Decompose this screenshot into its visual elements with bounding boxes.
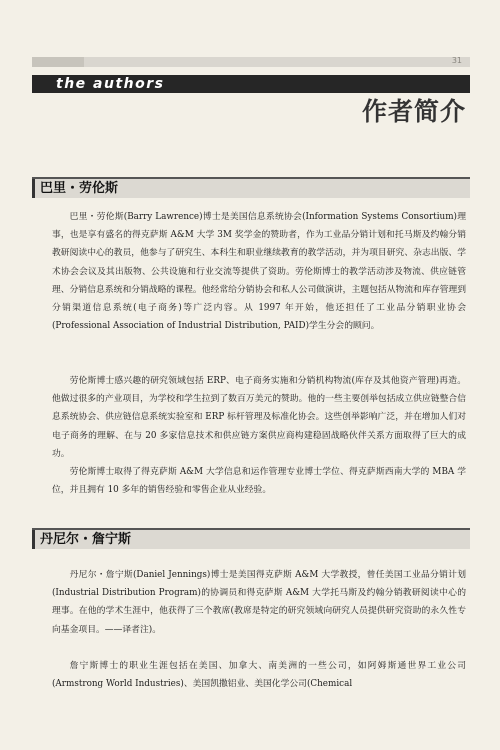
author-name: 丹尼尔・詹宁斯 (40, 532, 132, 547)
header-tab (32, 57, 84, 67)
authors-banner-label: the authors (56, 76, 165, 92)
authors-banner (32, 75, 470, 93)
section-heading-accent (32, 179, 35, 198)
author-name: 巴里・劳伦斯 (40, 181, 119, 196)
author-bio-paragraph: 劳伦斯博士感兴趣的研究领域包括 ERP、电子商务实施和分销机构物流(库存及其他资产管理)再造。他做过很多的产业项目，为学校和学生拉到了数百万美元的赞助。他的一些主要创举包括成立供应链整合信息系统协会、供应链信息系统实验室和 ERP 标杆管理及标准化协会。这些创举影响广泛，并在增加人们对电子商务的理解、在与 20 多家信息技术和供应链方案供应商构建稳固战略伙伴关系方面取得了巨大的成功。 (52, 376, 466, 459)
author-bio-paragraph: 劳伦斯博士取得了得克萨斯 A&M 大学信息和运作管理专业博士学位、得克萨斯西南大学的 MBA 学位，并且拥有 10 多年的销售经验和零售企业从业经验。 (52, 467, 466, 496)
section-heading-daniel-jennings (32, 528, 470, 549)
page-number: 31 (451, 56, 462, 65)
header-strip (32, 57, 470, 67)
section-heading-barry-lawrence (32, 177, 470, 198)
author-bio-paragraph: 丹尼尔・詹宁斯(Daniel Jennings)博士是美国得克萨斯 A&M 大学教授，曾任美国工业品分销计划(Industrial Distribution Program)的协调员和得克萨斯 A&M 大学托马斯及约翰分销教研阅读中心的理事。在他的学术生涯中，他获得了三个教席(教席是特定的研究领域向研究人员提供研究资助的永久性专向基金项目。——译者注)。 (52, 570, 466, 635)
page-title: 作者简介 (361, 97, 466, 126)
section-heading-accent (32, 530, 35, 549)
author-bio-paragraph: 巴里・劳伦斯(Barry Lawrence)博士是美国信息系统协会(Information Systems Consortium)理事，也是享有盛名的得克萨斯 A&M 大学 3M 奖学金的赞助者，作为工业品分销计划和托马斯及约翰分销教研阅读中心的教员，他参与了研究生、本科生和职业继续教育的教学活动，并为项目研究、杂志出版、学术协会会议及其出版物、公共设施和行业交流等提供了资助。劳伦斯博士的教学活动涉及物流、供应链管理、分销信息系统和分销战略的课程。他经常给分销协会和私人公司做演讲，主题包括从物流和库存管理到分销渠道信息系统(电子商务)等广泛内容。从 1997 年开始，他还担任了工业品分销职业协会(Professional Association of Industrial Distribution, PAID)学生分会的顾问。 (52, 212, 466, 332)
author-bio-paragraph: 詹宁斯博士的职业生涯包括在美国、加拿大、南美洲的一些公司，如阿姆斯通世界工业公司(Armstrong World Industries)、美国凯撒铝业、美国化学公司(Chemical (52, 661, 466, 690)
